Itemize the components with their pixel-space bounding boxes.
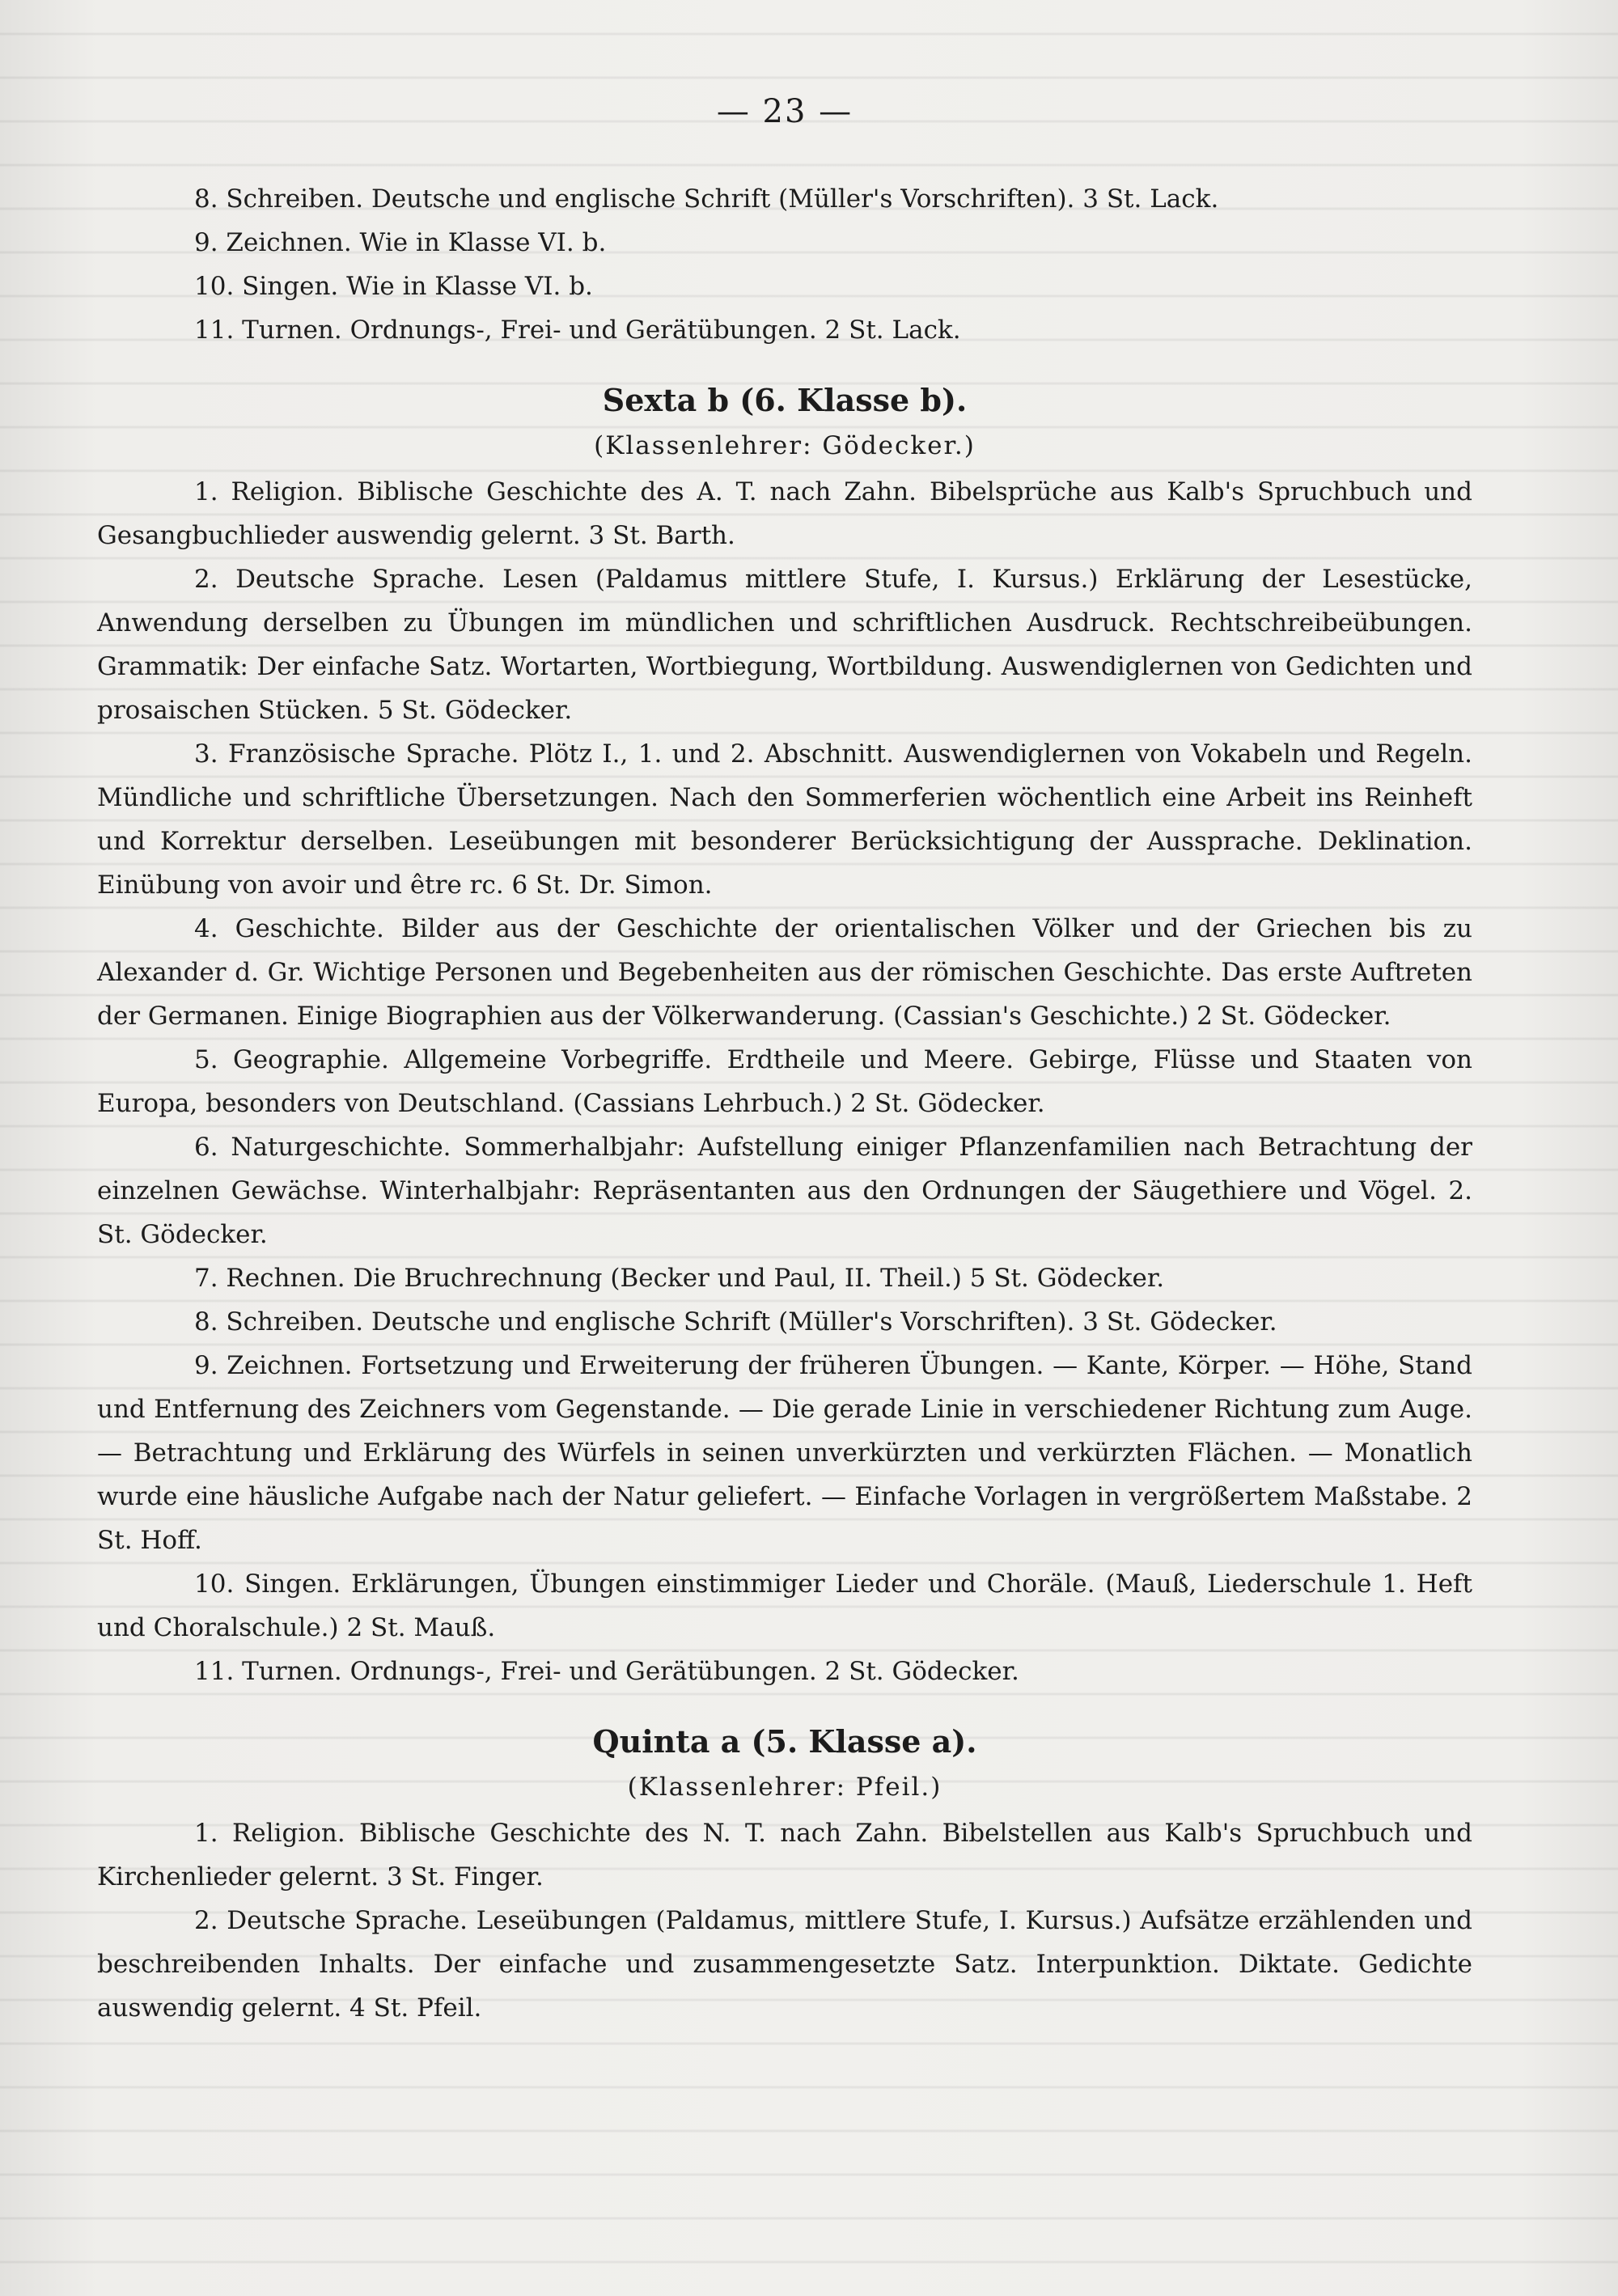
top-item-10-singen: 10. Singen. Wie in Klasse VI. b. [194, 272, 593, 301]
sexta-item-franzoesisch: 3. Französische Sprache. Plötz I., 1. und 2. Abschnitt. Auswendiglernen von Vokabeln und Regeln. Mündliche und schriftliche Übersetzungen. Nach den Sommerferien wöchentlich eine Arbeit ins Reinheft und Korrektur derselben. Leseübungen mit besonderer Berücksichtigung der Aussprache. Deklination. Einübung von avoir und être rc. 6 St. Dr. Simon. [97, 739, 1472, 900]
sexta-item-deutsche-sprache: 2. Deutsche Sprache. Lesen (Paldamus mittlere Stufe, I. Kursus.) Erklärung der Lesestücke, Anwendung derselben zu Übungen im mündlichen und schriftlichen Ausdruck. Rechtschreibeübungen. Grammatik: Der einfache Satz. Wortarten, Wortbiegung, Wortbildung. Auswendiglernen von Gedichten und prosaischen Stücken. 5 St. Gödecker. [97, 565, 1472, 725]
page-content [97, 93, 1472, 2030]
page-number: — 23 — [716, 93, 853, 130]
sexta-item-religion: 1. Religion. Biblische Geschichte des A. T. nach Zahn. Bibelsprüche aus Kalb's Spruchbuch und Gesangbuchlieder auswendig gelernt. 3 St. Barth. [97, 477, 1472, 550]
sexta-heading: Sexta b (6. Klasse b). [602, 382, 968, 418]
quinta-teacher: (Klassenlehrer: Pfeil.) [627, 1773, 942, 1802]
sexta-section [97, 376, 1472, 1693]
sexta-item-turnen: 11. Turnen. Ordnungs-, Frei- und Gerätübungen. 2 St. Gödecker. [194, 1657, 1019, 1686]
quinta-item-deutsche-sprache: 2. Deutsche Sprache. Leseübungen (Paldamus, mittlere Stufe, I. Kursus.) Aufsätze erzählenden und beschreibenden Inhalts. Der einfache und zusammengesetzte Satz. Interpunktion. Diktate. Gedichte auswendig gelernt. 4 St. Pfeil. [97, 1906, 1472, 2023]
top-item-11-turnen: 11. Turnen. Ordnungs-, Frei- und Gerätübungen. 2 St. Lack. [194, 316, 961, 345]
top-section [97, 177, 1472, 352]
sexta-item-naturgeschichte: 6. Naturgeschichte. Sommerhalbjahr: Aufstellung einiger Pflanzenfamilien nach Betrachtung der einzelnen Gewächse. Winterhalbjahr: Repräsentanten aus den Ordnungen der Säugethiere und Vögel. 2. St. Gödecker. [97, 1133, 1472, 1249]
quinta-item-religion: 1. Religion. Biblische Geschichte des N. T. nach Zahn. Bibelstellen aus Kalb's Spruchbuch und Kirchenlieder gelernt. 3 St. Finger. [97, 1819, 1472, 1891]
sexta-item-schreiben: 8. Schreiben. Deutsche und englische Schrift (Müller's Vorschriften). 3 St. Gödecker. [194, 1307, 1277, 1337]
sexta-item-geschichte: 4. Geschichte. Bilder aus der Geschichte der orientalischen Völker und der Griechen bis zu Alexander d. Gr. Wichtige Personen und Begebenheiten aus der römischen Geschichte. Das erste Auftreten der Germanen. Einige Biographien aus der Völkerwanderung. (Cassian's Geschichte.) 2 St. Gödecker. [97, 914, 1472, 1031]
sexta-item-zeichnen: 9. Zeichnen. Fortsetzung und Erweiterung der früheren Übungen. — Kante, Körper. — Höhe, Stand und Entfernung des Zeichners vom Gegenstande. — Die gerade Linie in verschiedener Richtung zum Auge. — Betrachtung und Erklärung des Würfels in seinen unverkürzten und verkürzten Flächen. — Monatlich wurde eine häusliche Aufgabe nach der Natur geliefert. — Einfache Vorlagen in vergrößertem Maßstabe. 2 St. Hoff. [97, 1351, 1472, 1555]
sexta-item-geographie: 5. Geographie. Allgemeine Vorbegriffe. Erdtheile und Meere. Gebirge, Flüsse und Staaten von Europa, besonders von Deutschland. (Cassians Lehrbuch.) 2 St. Gödecker. [97, 1045, 1472, 1118]
sexta-item-rechnen: 7. Rechnen. Die Bruchrechnung (Becker und Paul, II. Theil.) 5 St. Gödecker. [194, 1264, 1165, 1293]
sexta-item-singen: 10. Singen. Erklärungen, Übungen einstimmiger Lieder und Choräle. (Mauß, Liederschule 1. Heft und Choralschule.) 2 St. Mauß. [97, 1569, 1472, 1642]
quinta-heading: Quinta a (5. Klasse a). [592, 1723, 977, 1760]
sexta-teacher: (Klassenlehrer: Gödecker.) [594, 431, 976, 460]
top-item-9-zeichnen: 9. Zeichnen. Wie in Klasse VI. b. [194, 228, 607, 257]
top-item-8-schreiben: 8. Schreiben. Deutsche und englische Schrift (Müller's Vorschriften). 3 St. Lack. [194, 184, 1219, 214]
quinta-section [97, 1718, 1472, 2030]
